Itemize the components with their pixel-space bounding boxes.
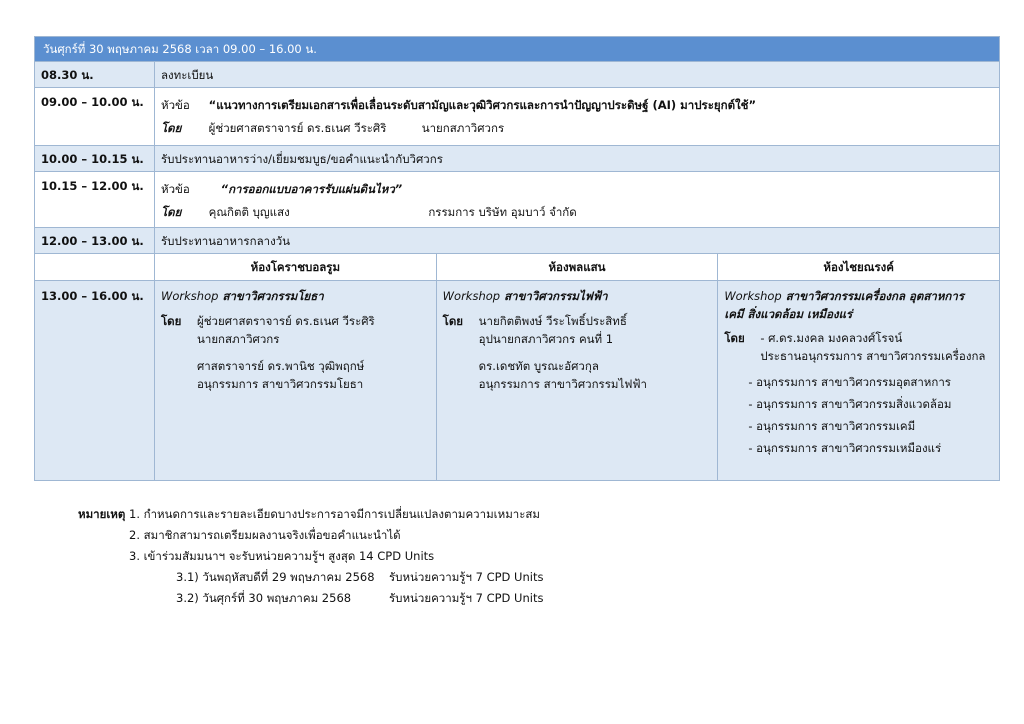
room-header-row xyxy=(35,254,1000,281)
activity-cell: รับประทานอาหารกลางวัน xyxy=(155,228,1000,254)
note-subitem: 3.1) วันพฤหัสบดีที่ 29 พฤษภาคม 2568 รับหน่วยความรู้ฯ 7 CPD Units xyxy=(176,570,544,584)
time-cell: 08.30 น. xyxy=(35,62,155,88)
session-cell xyxy=(155,88,1000,146)
speaker-name: คุณกิตติ บุญแสง xyxy=(208,205,290,219)
workshop-row xyxy=(35,281,1000,481)
time-cell: 12.00 – 13.00 น. xyxy=(35,228,155,254)
by-label: โดย xyxy=(442,314,464,328)
speaker-role: อุปนายกสภาวิศวกร คนที่ 1 xyxy=(478,332,614,346)
workshop-electrical-cell xyxy=(436,281,718,481)
room-name: ห้องโคราชบอลรูม xyxy=(155,254,437,281)
time-cell: 13.00 – 16.00 น. xyxy=(35,281,155,481)
time-cell: 10.15 – 12.00 น. xyxy=(35,172,155,228)
by-label: โดย xyxy=(161,205,182,219)
speaker-role: นายกสภาวิศวกร xyxy=(421,121,505,135)
note-item: 2. สมาชิกสามารถเตรียมผลงานจริงเพื่อขอคำแนะนำได้ xyxy=(129,528,401,542)
list-item: - อนุกรรมการ สาขาวิศวกรรมเหมืองแร่ xyxy=(748,441,942,455)
topic-label: หัวข้อ xyxy=(161,98,190,112)
schedule-row-registration xyxy=(35,62,1000,88)
schedule-row-session2 xyxy=(35,172,1000,228)
speaker-role: กรรมการ บริษัท อุมบาว์ จำกัด xyxy=(428,205,577,219)
notes-section xyxy=(78,504,543,609)
schedule-table xyxy=(34,36,1000,481)
speaker-name: ดร.เดชทัต บูรณะอัศวกุล xyxy=(478,359,599,373)
schedule-row-break xyxy=(35,146,1000,172)
schedule-row-session1 xyxy=(35,88,1000,146)
topic-title: “แนวทางการเตรียมเอกสารเพื่อเลื่อนระดับสามัญและวุฒิวิศวกรและการนำปัญญาประดิษฐ์ (AI) มาประยุกต์ใช้” xyxy=(208,98,757,112)
speaker-role: นายกสภาวิศวกร xyxy=(197,332,280,346)
committee-list xyxy=(724,371,993,459)
list-item: - อนุกรรมการ สาขาวิศวกรรมเคมี xyxy=(748,419,916,433)
activity-cell: รับประทานอาหารว่าง/เยี่ยมชมบูธ/ขอคำแนะนำกับวิศวกร xyxy=(155,146,1000,172)
schedule-row-lunch xyxy=(35,228,1000,254)
schedule-header-row xyxy=(35,37,1000,62)
time-cell: 10.00 – 10.15 น. xyxy=(35,146,155,172)
speaker-role: อนุกรรมการ สาขาวิศวกรรมโยธา xyxy=(197,377,364,391)
workshop-title: Workshop สาขาวิศวกรรมเครื่องกล อุตสาหการ เคมี สิ่งแวดล้อม เหมืองแร่ xyxy=(724,289,965,321)
speaker-name: ผู้ช่วยศาสตราจารย์ ดร.ธเนศ วีระศิริ xyxy=(197,314,375,328)
workshop-title: Workshop สาขาวิศวกรรมไฟฟ้า xyxy=(442,289,608,303)
activity-cell: ลงทะเบียน xyxy=(155,62,1000,88)
speaker-name: ศาสตราจารย์ ดร.พานิช วุฒิพฤกษ์ xyxy=(197,359,365,373)
note-subitem: 3.2) วันศุกร์ที่ 30 พฤษภาคม 2568 รับหน่วยความรู้ฯ 7 CPD Units xyxy=(176,591,544,605)
topic-label: หัวข้อ xyxy=(161,182,190,196)
speaker-name: ผู้ช่วยศาสตราจารย์ ดร.ธเนศ วีระศิริ xyxy=(208,121,387,135)
topic-title: “การออกแบบอาคารรับแผ่นดินไหว” xyxy=(220,182,403,196)
speaker-name: - ศ.ดร.มงคล มงคลวงศ์โรจน์ xyxy=(760,331,903,345)
speaker-role: อนุกรรมการ สาขาวิศวกรรมไฟฟ้า xyxy=(478,377,648,391)
by-label: โดย xyxy=(161,314,182,328)
note-item: 3. เข้าร่วมสัมมนาฯ จะรับหน่วยความรู้ฯ สูงสุด 14 CPD Units xyxy=(129,549,435,563)
workshop-civil-cell xyxy=(155,281,437,481)
note-item: 1. กำหนดการและรายละเอียดบางประการอาจมีการเปลี่ยนแปลงตามความเหมาะสม xyxy=(129,507,541,521)
session-cell xyxy=(155,172,1000,228)
time-cell: 09.00 – 10.00 น. xyxy=(35,88,155,146)
speaker-name: นายกิตติพงษ์ วีระโพธิ์ประสิทธิ์ xyxy=(478,314,627,328)
room-name: ห้องไชยณรงค์ xyxy=(718,254,1000,281)
list-item: - อนุกรรมการ สาขาวิศวกรรมอุตสาหการ xyxy=(748,375,951,389)
room-name: ห้องพลแสน xyxy=(436,254,718,281)
workshop-mechanical-cell xyxy=(718,281,1000,481)
by-label: โดย xyxy=(161,121,182,135)
empty-cell xyxy=(35,254,155,281)
speaker-role: ประธานอนุกรรมการ สาขาวิศวกรรมเครื่องกล xyxy=(760,349,986,363)
by-label: โดย xyxy=(724,331,745,345)
notes-label: หมายเหตุ xyxy=(78,507,126,521)
schedule-date-header: วันศุกร์ที่ 30 พฤษภาคม 2568 เวลา 09.00 – 16.00 น. xyxy=(35,37,1000,62)
list-item: - อนุกรรมการ สาขาวิศวกรรมสิ่งแวดล้อม xyxy=(748,397,952,411)
workshop-title: Workshop สาขาวิศวกรรมโยธา xyxy=(161,289,324,303)
